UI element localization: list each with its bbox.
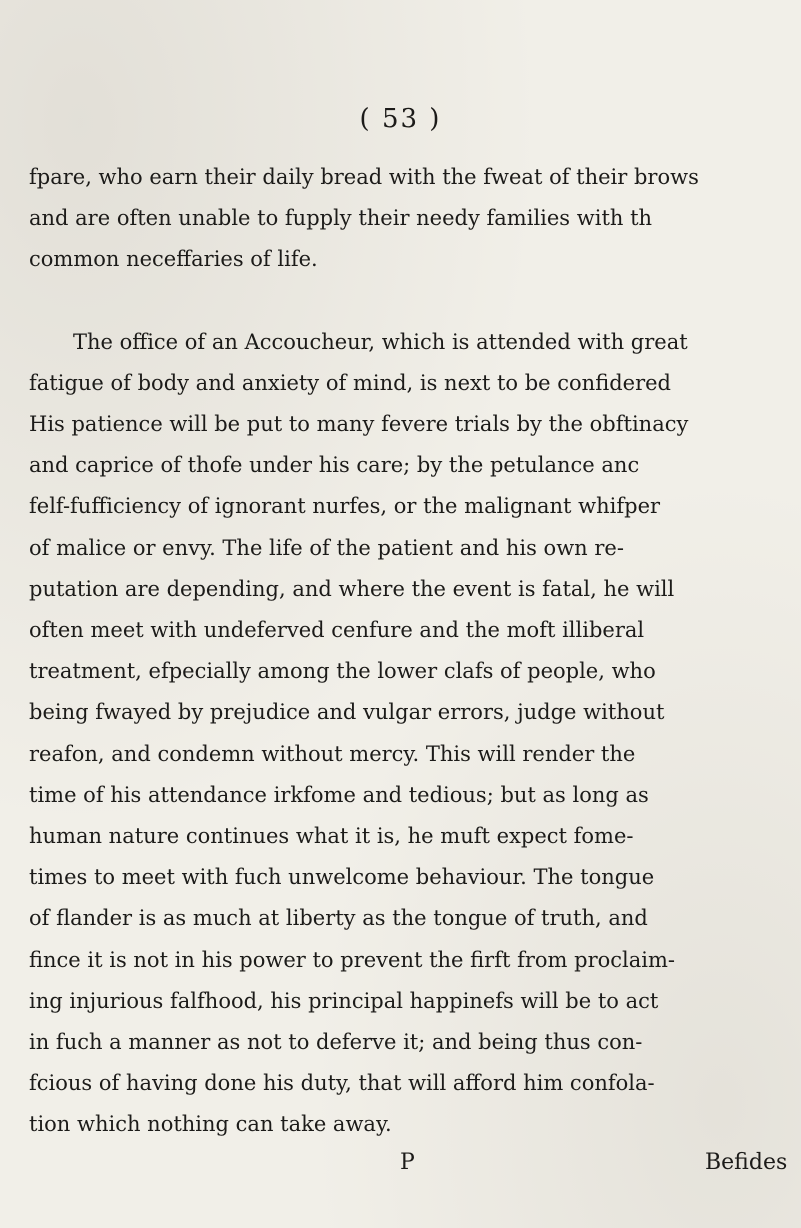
text-line: time of his attendance irkfome and tedious; but as long as [29, 782, 649, 807]
text-line: The office of an Accoucheur, which is attended with great [73, 329, 688, 354]
text-line: reafon, and condemn without mercy. This will render the [29, 741, 636, 766]
text-line: in fuch a manner as not to deferve it; and being thus con- [29, 1030, 643, 1055]
text-line: fince it is not in his power to prevent the firft from proclaim- [29, 947, 675, 972]
text-line: tion which nothing can take away. [29, 1112, 392, 1137]
text-line: fatigue of body and anxiety of mind, is next to be confidered [29, 370, 671, 395]
text-line: His patience will be put to many fevere trials by the obftinacy [29, 412, 689, 437]
text-line: of malice or envy. The life of the patient and his own re- [29, 535, 624, 560]
signature-mark: P [400, 1150, 415, 1175]
text-line: and caprice of thofe under his care; by the petulance anc [29, 453, 640, 478]
catchword: Befides [705, 1150, 788, 1175]
text-line: treatment, efpecially among the lower clafs of people, who [29, 659, 656, 684]
text-line: felf-fufficiency of ignorant nurfes, or the malignant whifper [29, 494, 661, 519]
page-number-header: ( 53 ) [359, 104, 442, 134]
text-line: human nature continues what it is, he muft expect fome- [29, 824, 634, 849]
text-line: ing injurious falfhood, his principal happinefs will be to act [29, 988, 659, 1013]
text-line: often meet with undeferved cenfure and the moft illiberal [29, 618, 645, 643]
text-line: common neceffaries of life. [29, 247, 318, 272]
body-text [29, 157, 801, 1146]
text-line: fpare, who earn their daily bread with the fweat of their brows [29, 165, 699, 189]
text-line: putation are depending, and where the event is fatal, he will [29, 576, 675, 601]
text-line: being fwayed by prejudice and vulgar errors, judge without [29, 700, 665, 725]
text-line: fcious of having done his duty, that will afford him confola- [29, 1071, 655, 1096]
text-line: of flander is as much at liberty as the tongue of truth, and [29, 906, 648, 931]
text-line: and are often unable to fupply their needy families with th [29, 206, 653, 231]
text-line: times to meet with fuch unwelcome behaviour. The tongue [29, 865, 655, 890]
